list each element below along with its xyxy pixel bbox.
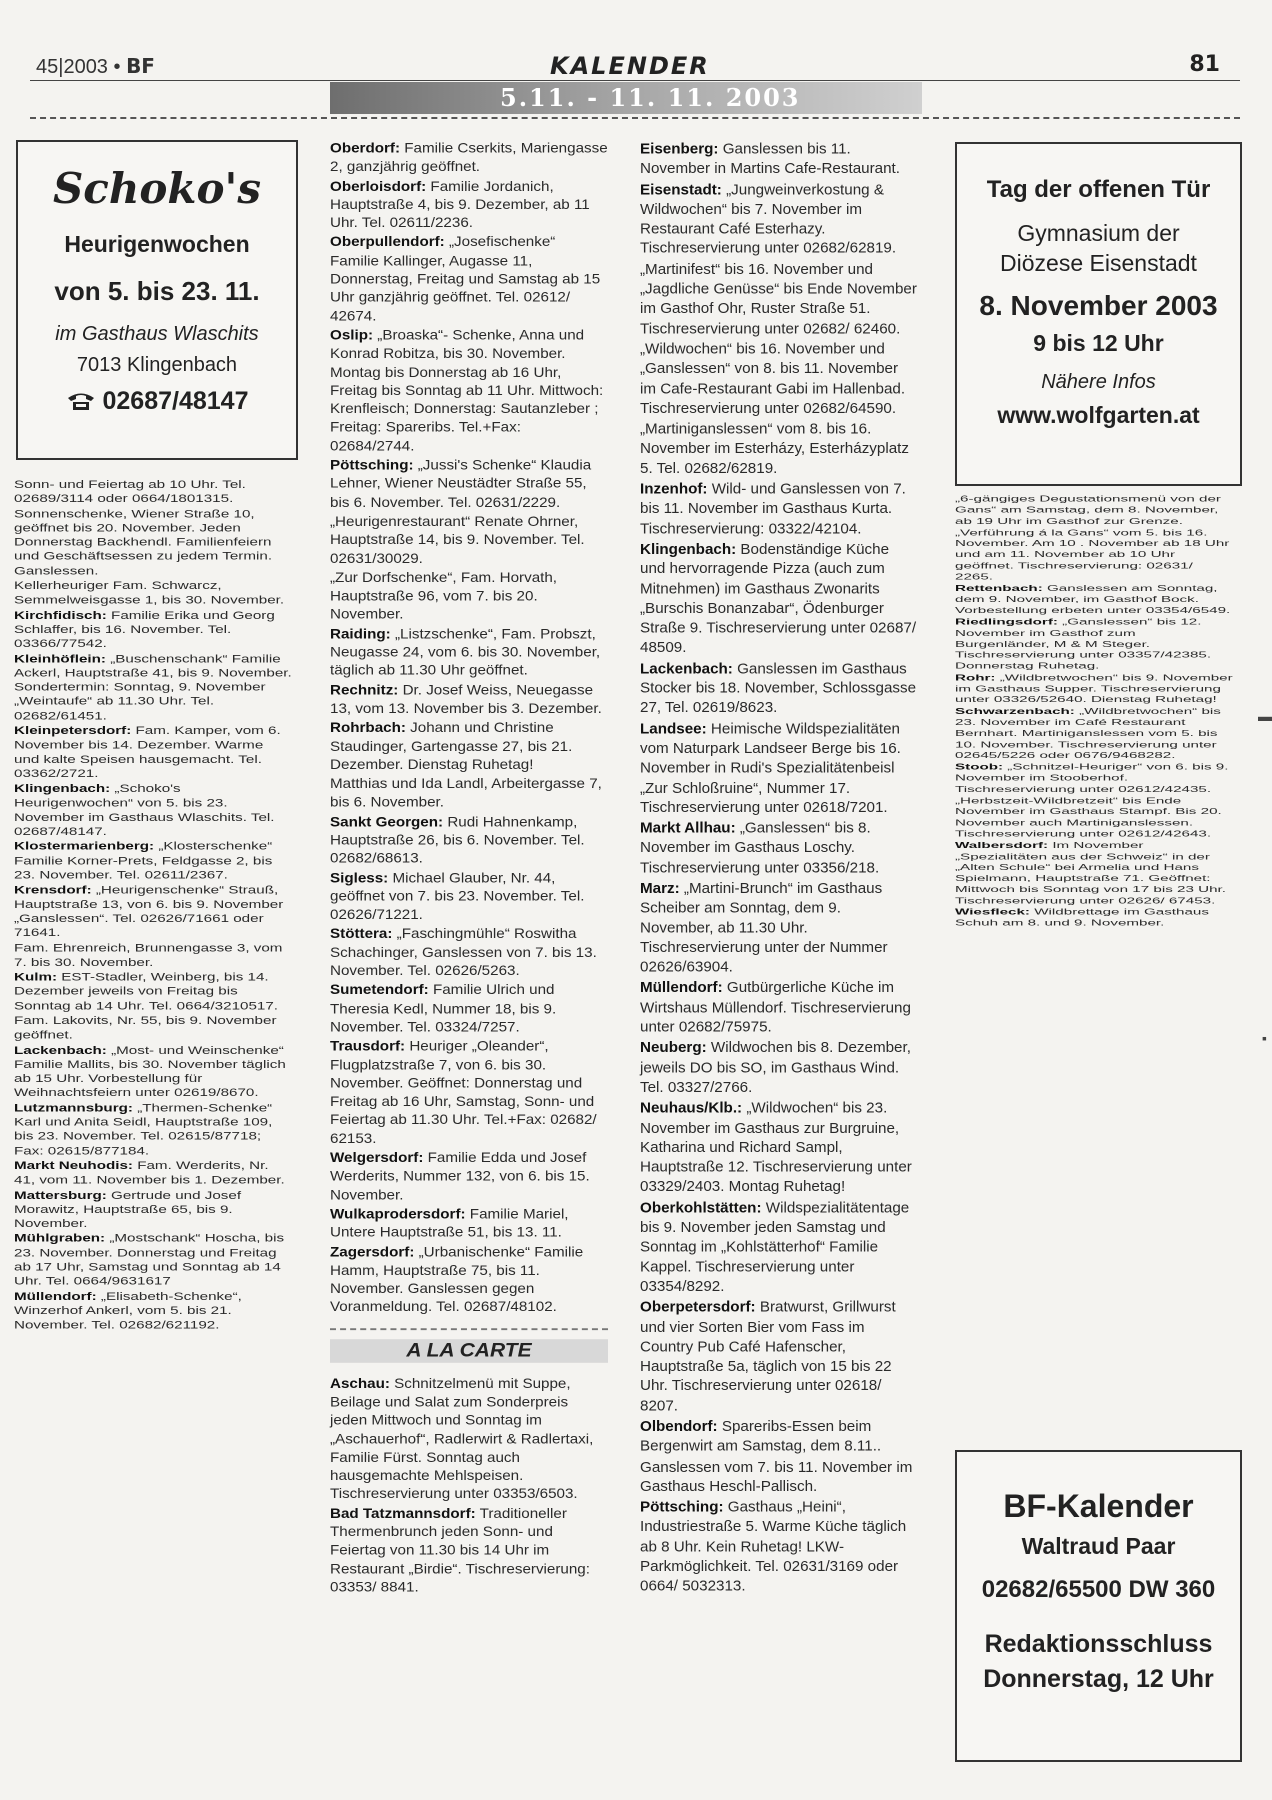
listing-entry	[955, 762, 1233, 795]
listing-place: Riedlingsdorf:	[955, 617, 1058, 627]
listing-text: Familie Jordanich, Hauptstraße 4, bis 9. Dezember, ab 11 Uhr. Tel. 02611/2236.	[330, 178, 590, 231]
listing-entry	[330, 1375, 608, 1504]
listing-entry	[955, 528, 1233, 583]
listing-text: „6-gängiges Degustationsmenü von der Gans“ am Samstag, dem 8. November, ab 19 Uhr im Gasthof zur Grenze.	[955, 494, 1221, 526]
listing-entry	[330, 926, 608, 981]
listing-place: Sumetendorf:	[330, 982, 429, 999]
listing-entry	[955, 706, 1233, 761]
listing-text: „Faschingmühle“ Roswitha Schachinger, Ganslessen von 7. bis 13. November. Tel. 02626/5263.	[330, 926, 597, 979]
column-2-listings	[330, 140, 608, 1317]
listing-entry	[640, 879, 918, 978]
listing-place: Olbendorf:	[640, 1418, 718, 1435]
listing-text: „Thermen-Schenke“ Karl und Anita Seidl, Hauptstraße 109, bis 23. November. Tel. 02615/87718; Fax: 02615/877184.	[14, 1102, 273, 1158]
ad-line: von 5. bis 23. 11.	[54, 276, 260, 306]
listing-place: Lackenbach:	[14, 1044, 107, 1057]
listing-text: EST-Stadler, Weinberg, bis 14. Dezember jeweils von Freitag bis Sonntag ab 14 Uhr. Tel. 0664/3210517.	[14, 971, 279, 1013]
listing-entry	[640, 720, 918, 819]
column-2	[330, 140, 608, 1598]
listing-place: Kulm:	[14, 971, 58, 984]
listing-text: „Klosterschenke“ Familie Korner-Prets, Feldgasse 2, bis 23. November. Tel. 02611/2367.	[14, 840, 273, 882]
listing-text: Matthias und Ida Landl, Arbeitergasse 7, bis 6. November.	[330, 776, 602, 811]
listing-place: Kleinpetersdorf:	[14, 725, 132, 738]
listing-text: Gutbürgerliche Küche im Wirtshaus Müllendorf. Tischreservierung unter 02682/75975.	[640, 979, 911, 1036]
ad-line: Nähere Infos	[1041, 371, 1156, 393]
listing-place: Sigless:	[330, 870, 389, 886]
listing-text: „Wildwochen“ bis 16. November und „Ganslessen“ von 8. bis 11. November im Cafe-Restaurant Gabi im Hallenbad. Tischreservierung unter 02682/64590.	[640, 341, 906, 417]
listing-text: „Broaska“- Schenke, Anna und Konrad Robitza, bis 30. November. Montag bis Donnerstag ab 16 Uhr, Freitag bis Sonntag ab 11 Uhr. Mittwoch: Krenfleisch; Donnerstag: Sautanzleber ; Freitag: Spareribs. Tel.+Fax: 02684/2744.	[330, 327, 604, 454]
listing-place: Lutzmannsburg:	[14, 1102, 133, 1115]
listing-entry	[14, 942, 292, 971]
listing-text: „Heurigenrestaurant“ Renate Ohrner, Hauptstraße 14, bis 9. November. Tel. 02631/30029.	[330, 513, 585, 567]
ad-date: 8. November 2003	[979, 290, 1218, 321]
listing-place: Schwarzenbach:	[955, 706, 1075, 717]
listing-entry	[640, 260, 918, 339]
listing-entry	[955, 617, 1233, 672]
listing-text: Familie Ulrich und Theresia Kedl, Nummer 18, bis 9. November. Tel. 03324/7257.	[330, 982, 557, 1036]
ad-line: 7013 Klingenbach	[76, 354, 238, 376]
listing-entry	[330, 327, 608, 456]
alacarte-header	[330, 1328, 608, 1370]
listing-entry	[640, 1498, 918, 1597]
listing-place: Klingenbach:	[640, 541, 737, 558]
listing-place: Müllendorf:	[640, 979, 723, 997]
listing-entry	[640, 1199, 918, 1298]
listing-entry	[955, 840, 1233, 906]
listing-text: „Ganslessen“ bis 8. November im Gasthaus Loschy. Tischreservierung unter 03356/218.	[640, 820, 880, 877]
ad-schoko	[16, 140, 298, 460]
listing-text: „Wildwochen“ bis 23. November im Gasthaus zur Burgruine, Katharina und Richard Sampl, Hauptstraße 12. Tischreservierung unter 03329/2403. Montag Ruhetag!	[640, 1099, 912, 1196]
listing-place: Oslip:	[330, 327, 374, 344]
listing-entry	[955, 796, 1233, 840]
listing-text: „Schnitzel-Heuriger“ von 6. bis 9. November im Stooberhof. Tischreservierung unter 02612/42435.	[955, 762, 1229, 794]
ad-line: Tag der offenen Tür	[986, 176, 1211, 203]
listing-place: Oberloisdorf:	[330, 178, 427, 195]
ad-line: Waltraud Paar	[1021, 1533, 1176, 1559]
listing-place: Wulkaprodersdorf:	[330, 1206, 466, 1223]
ad-url: www.wolfgarten.at	[997, 402, 1200, 428]
listing-text: Familie Cserkits, Mariengasse 2, ganzjährig geöffnet.	[330, 140, 608, 175]
listing-entry	[14, 1232, 292, 1289]
listing-text: „Herbstzeit-Wildbretzeit“ bis Ende November im Gasthaus Stampf. Bis 20. November auch Martiniganslessen. Tischreservierung unter 02612/42643.	[955, 796, 1222, 839]
listing-text: „Ganslessen“ bis 12. November im Gasthof zum Burgenländer, M & M Steger. Tischreservierung unter 03357/42385. Donnerstag Ruhetag.	[955, 617, 1212, 671]
listing-text: „Urbanischenke“ Familie Hamm, Hauptstraße 75, bis 11. November. Ganslessen gegen Voranmeldung. Tel. 02687/48102.	[330, 1244, 584, 1316]
listing-text: „Schoko's Heurigenwochen“ von 5. bis 23. November im Gasthaus Wlaschits. Tel. 02687/48147.	[14, 782, 275, 838]
listing-text: „Martini-Brunch“ im Gasthaus Scheiber am Sonntag, dem 9. November, ab 11.30 Uhr. Tischreservierung unter der Nummer 02626/63904.	[640, 880, 888, 976]
listing-text: Wild- und Ganslessen von 7. bis 11. November im Gasthaus Kurta. Tischreservierung: 03322/42104.	[640, 481, 906, 537]
listing-place: Kleinhöflein:	[14, 652, 106, 665]
listing-text: Familie Mariel, Untere Hauptstraße 51, bis 13. 11.	[330, 1206, 569, 1241]
listing-text: Gasthaus „Heini“, Industriestraße 5. Warme Küche täglich ab 8 Uhr. Kein Ruhetag! LKW-Parkmöglichkeit. Tel. 02631/3169 oder 0664/ 5032313.	[640, 1499, 907, 1595]
listing-text: Heuriger „Oleander“, Flugplatzstraße 7, von 6. bis 30. November. Geöffnet: Donnerstag und Freitag ab 16 Uhr, Samstag, Sonn- und Feiertag ab 11.30 Uhr. Tel.+Fax: 02682/ 62153.	[330, 1038, 597, 1147]
listing-text: Familie Erika und Georg Schlaffer, bis 16. November. Tel. 03366/77542.	[14, 609, 275, 650]
listing-place: Wiesfleck:	[955, 907, 1030, 917]
listing-place: Mattersburg:	[14, 1189, 107, 1202]
listing-place: Landsee:	[640, 720, 707, 738]
listing-text: Heimische Wildspezialitäten vom Naturpark Landseer Berge bis 16. November in Rudi's Spezialitätenbeisl „Zur Schloßruine“, Nummer 17. Tischreservierung unter 02618/7201.	[640, 720, 901, 816]
listing-place: Stöttera:	[330, 926, 393, 943]
listing-text: Familie Edda und Josef Werderits, Nummer 132, von 6. bis 15. November.	[330, 1150, 590, 1203]
ad-phone-number: 02687/48147	[102, 387, 249, 415]
listing-place: Aschau:	[330, 1376, 390, 1392]
listing-entry	[330, 234, 608, 326]
ad-line: Heurigenwochen	[64, 231, 250, 257]
listing-text: „Martiniganslessen“ vom 8. bis 16. November im Esterházy, Esterházyplatz 5. Tel. 02682/62819.	[640, 420, 909, 477]
listing-entry	[640, 819, 918, 878]
listing-place: Rettenbach:	[955, 583, 1043, 594]
listing-text: Ganslessen am Sonntag, dem 9. November, im Gasthof Bock. Vorbestellung erbeten unter 03354/6549.	[955, 583, 1231, 616]
listing-entry	[14, 840, 292, 883]
listing-entry	[14, 652, 292, 723]
listing-text: Dr. Josef Weiss, Neuegasse 13, vom 13. November bis 3. Dezember.	[330, 682, 602, 717]
listing-entry	[330, 1038, 608, 1149]
listing-entry	[955, 907, 1233, 929]
listing-entry	[640, 420, 918, 479]
edge-mark: ▪	[1262, 1030, 1267, 1046]
listing-text: „Elisabeth-Schenke“, Winzerhof Ankerl, vom 5. bis 21. November. Tel. 02682/621192.	[14, 1290, 242, 1332]
listing-place: Eisenberg:	[640, 140, 719, 158]
listing-entry	[330, 569, 608, 624]
listing-entry	[640, 480, 918, 539]
listing-text: „Josefischenke“ Familie Kallinger, Augasse 11, Donnerstag, Freitag und Samstag ab 15 Uhr ganzjährig geöffnet. Tel. 02612/ 42674.	[330, 234, 601, 324]
date-band	[330, 82, 922, 114]
listing-place: Sankt Georgen:	[330, 814, 444, 830]
listing-entry	[955, 673, 1233, 706]
listing-entry	[14, 507, 292, 578]
listing-entry	[640, 140, 918, 179]
listing-text: Spareribs-Essen beim Bergenwirt am Samstag, dem 8.11..	[640, 1418, 882, 1455]
listing-place: Zagersdorf:	[330, 1244, 415, 1260]
listing-entry	[330, 813, 608, 868]
listing-entry	[640, 540, 918, 658]
listing-entry	[14, 579, 292, 608]
listing-text: Wildspezialitätentage bis 9. November jeden Samstag und Sonntag im „Kohlstätterhof“ Familie Kappel. Tischreservierung unter 03354/8292.	[640, 1199, 910, 1295]
listing-entry	[330, 776, 608, 813]
listing-entry	[330, 719, 608, 774]
listing-place: Inzenhof:	[640, 481, 708, 498]
listing-text: Johann und Christine Staudinger, Gartengasse 27, bis 21. Dezember. Dienstag Ruhetag!	[330, 720, 573, 773]
schoko-logo: Schoko's	[52, 164, 262, 213]
ad-line	[957, 218, 1240, 278]
ad-line: im Gasthaus Wlaschits	[55, 323, 259, 345]
listing-text: „Mostschank“ Hoscha, bis 23. November. Donnerstag und Freitag ab 17 Uhr, Samstag und Sonntag ab 14 Uhr. Tel. 0664/9631617	[14, 1232, 285, 1288]
listing-text: „Listzschenke“, Fam. Probszt, Neugasse 24, vom 6. bis 30. November, täglich ab 11.30 Uhr geöffnet.	[330, 626, 601, 679]
listing-place: Rohrbach:	[330, 720, 406, 736]
ad-line: 02682/65500 DW 360	[981, 1576, 1216, 1603]
ad-line: Donnerstag, 12 Uhr	[983, 1665, 1214, 1693]
listing-entry	[14, 609, 292, 652]
listing-entry	[14, 1044, 292, 1101]
listing-entry	[955, 583, 1233, 616]
listing-entry	[14, 971, 292, 1014]
listing-entry	[14, 1189, 292, 1232]
listing-entry	[640, 1417, 918, 1456]
listing-place: Oberdorf:	[330, 140, 401, 157]
listing-place: Markt Allhau:	[640, 820, 736, 837]
issue-info: 45|2003 • BF	[36, 54, 155, 78]
column-1	[14, 478, 292, 1334]
listing-place: Pöttsching:	[640, 1499, 724, 1516]
listing-entry	[14, 1101, 292, 1158]
listing-entry	[330, 682, 608, 719]
listing-place: Neuhaus/Klb.:	[640, 1099, 743, 1117]
listing-text: Bratwurst, Grillwurst und vier Sorten Bier vom Fass im Country Pub Café Hafenscher, Hauptstraße 5a, täglich von 15 bis 22 Uhr. Tischreservierung unter 02618/ 8207.	[640, 1299, 896, 1415]
listing-text: Fam. Ehrenreich, Brunnengasse 3, vom 7. bis 30. November.	[14, 942, 283, 969]
listing-entry	[640, 979, 918, 1038]
listing-entry	[640, 340, 918, 419]
listing-text: Ganslessen bis 11. November in Martins Cafe-Restaurant.	[640, 140, 900, 178]
listing-text: Michael Glauber, Nr. 44, geöffnet von 7. bis 23. November. Tel. 02626/71221.	[330, 870, 585, 923]
listing-entry	[330, 1150, 608, 1205]
listing-text: „Buschenschank“ Familie Ackerl, Hauptstraße 41, bis 9. November. Sondertermin: Sonntag, 9. November „Weintaufe“ ab 11.30 Uhr. Tel. 02682/61451.	[14, 652, 292, 723]
listing-text: Fam. Kamper, vom 6. November bis 14. Dezember. Warme und kalte Speisen hausgemacht. Tel. 03362/2721.	[14, 725, 281, 780]
listing-place: Lackenbach:	[640, 660, 733, 677]
listing-text: Wildwochen bis 8. Dezember, jeweils DO bis SO, im Gasthaus Wind. Tel. 03327/2766.	[640, 1039, 911, 1096]
listing-place: Oberpullendorf:	[330, 234, 445, 251]
listing-entry	[330, 869, 608, 924]
listing-place: Bad Tatzmannsdorf:	[330, 1506, 476, 1522]
listing-place: Marz:	[640, 880, 680, 897]
ad-line: Redaktionsschluss	[984, 1630, 1213, 1658]
listing-text: Sonn- und Feiertag ab 10 Uhr. Tel. 02689/3114 oder 0664/1801315.	[14, 478, 246, 505]
edge-mark: ▬	[1258, 708, 1272, 724]
header-rule	[30, 80, 1240, 81]
ad-time: 9 bis 12 Uhr	[1033, 330, 1164, 356]
listing-place: Raiding:	[330, 626, 391, 642]
listing-text: Traditioneller Thermenbrunch jeden Sonn- und Feiertag von 11.30 bis 14 Uhr im Restaurant „Birdie“. Tischreservierung: 03353/ 8841.	[330, 1506, 590, 1596]
listing-place: Rechnitz:	[330, 682, 399, 698]
listing-entry	[640, 1099, 918, 1198]
listing-place: Neuberg:	[640, 1039, 707, 1057]
listing-entry	[14, 1159, 292, 1188]
ad-phone	[18, 387, 296, 416]
listing-text: „Jussi's Schenke“ Klaudia Lehner, Wiener Neustädter Straße 55, bis 6. November. Tel. 02631/2229.	[330, 457, 592, 511]
listing-text: „Heurigenschenke“ Strauß, Hauptstraße 13, von 6. bis 9. November „Ganslessen“. Tel. 02626/71661 oder 71641.	[14, 884, 284, 940]
column-4	[955, 494, 1233, 930]
listing-place: Walbersdorf:	[955, 840, 1049, 851]
brand-label: BF	[126, 54, 155, 78]
listing-place: Müllendorf:	[14, 1290, 97, 1303]
listing-place: Mühlgraben:	[14, 1232, 106, 1245]
ad-bf-kalender	[955, 1450, 1242, 1762]
listing-entry	[330, 1505, 608, 1597]
listing-entry	[640, 180, 918, 259]
listing-entry	[14, 478, 292, 507]
listing-text: Wildbrettage im Gasthaus Schuh am 8. und 9. November.	[955, 907, 1209, 928]
telephone-icon	[66, 391, 96, 411]
listing-place: Stoob:	[955, 762, 1004, 772]
listing-text: Bodenständige Küche und hervorragende Pizza (auch zum Mitnehmen) im Gasthaus Zwonarits „Burschis Bonanzabar“, Ödenburger Straße 9. Tischreservierung unter 02687/ 48509.	[640, 541, 917, 657]
listing-place: Pöttsching:	[330, 457, 414, 474]
alacarte-dash	[330, 1328, 608, 1330]
listing-entry	[640, 1458, 918, 1497]
listing-place: Kirchfidisch:	[14, 609, 107, 622]
column-2-alacarte	[330, 1375, 608, 1597]
listing-entry	[14, 884, 292, 941]
listing-text: „Most- und Weinschenke“ Familie Mallits, bis 30. November täglich ab 15 Uhr. Vorbestellung für Weihnachtsfeiern unter 02619/8670.	[14, 1044, 286, 1100]
listing-entry	[330, 457, 608, 512]
listing-text: „Zur Dorfschenke“, Fam. Horvath, Hauptstraße 96, vom 7. bis 20. November.	[330, 570, 558, 623]
section-title: KALENDER	[550, 52, 710, 80]
listing-entry	[14, 724, 292, 781]
ad-open-day	[955, 142, 1242, 486]
listing-text: „Verführung á la Gans“ vom 5. bis 16. November. Am 10 . November ab 18 Uhr und am 11. November ab 10 Uhr geöffnet. Tischreservierung: 02631/ 2265.	[955, 528, 1230, 582]
ad-line: BF-Kalender	[1003, 1488, 1194, 1524]
listing-entry	[640, 659, 918, 718]
listing-text: Rudi Hahnenkamp, Hauptstraße 26, bis 6. November. Tel. 02682/68613.	[330, 814, 585, 867]
listing-entry	[330, 513, 608, 568]
alacarte-title: A LA CARTE	[330, 1339, 608, 1363]
listing-text: Fam. Lakovits, Nr. 55, bis 9. November geöffnet.	[14, 1015, 277, 1042]
ad-line-part: Diözese Eisenstadt	[1000, 250, 1197, 276]
listing-text: Im November „Spezialitäten aus der Schweiz“ in der „Alten Schule“ bei Armelia und Hans Spielmann, Hauptstraße 71. Geöffnet: Mittwoch bis Sonntag von 17 bis 23 Uhr. Tischreservierung unter 02626/ 67453.	[955, 840, 1226, 906]
listing-entry	[330, 1243, 608, 1317]
listing-entry	[330, 982, 608, 1037]
listing-text: „Martinifest“ bis 16. November und „Jagdliche Genüsse“ bis Ende November im Gasthof Ohr, Ruster Straße 51. Tischreservierung unter 02682/ 62460.	[640, 261, 917, 337]
listing-entry	[14, 782, 292, 839]
listing-entry	[14, 1014, 292, 1043]
listing-place: Klingenbach:	[14, 782, 111, 795]
listing-entry	[330, 1206, 608, 1243]
listing-text: Sonnenschenke, Wiener Straße 10, geöffnet bis 20. November. Jeden Donnerstag Backhendl. Familienfeiern und Geschäftsessen zu jedem Termin. Ganslessen.	[14, 507, 273, 578]
listing-place: Markt Neuhodis:	[14, 1160, 133, 1173]
page-number: 81	[1189, 52, 1220, 77]
listing-place: Welgersdorf:	[330, 1150, 424, 1166]
listing-text: Schnitzelmenü mit Suppe, Beilage und Salat zum Sonderpreis jeden Mittwoch und Sonntag im „Aschauerhof“, Radlerwirt & Radlertaxi, Familie Fürst. Sonntag auch hausgemachte Mehlspeisen. Tischreservierung unter 03353/6503.	[330, 1376, 594, 1503]
listing-text: Ganslessen im Gasthaus Stocker bis 18. November, Schlossgasse 27, Tel. 02619/8623.	[640, 660, 917, 717]
ad-line-part: Gymnasium der	[1017, 220, 1180, 246]
column-3	[640, 140, 918, 1598]
listing-entry	[330, 178, 608, 233]
listing-text: „Wildbretwochen“ bis 9. November im Gasthaus Supper. Tischreservierung unter 03326/52640. Dienstag Ruhetag!	[955, 673, 1233, 705]
listing-entry	[640, 1039, 918, 1098]
listing-text: „Wildbretwochen“ bis 23. November im Café Restaurant Bernhart. Martiniganslessen vom 5. bis 10. November. Tischreservierung unter 02645/5226 oder 0676/9468282.	[955, 706, 1221, 761]
listing-entry	[955, 494, 1233, 527]
listing-place: Rohr:	[955, 673, 996, 683]
listing-text: Ganslessen vom 7. bis 11. November im Gasthaus Heschl-Pallisch.	[640, 1458, 913, 1495]
page-header	[30, 52, 1240, 80]
listing-entry	[14, 1290, 292, 1333]
listing-place: Eisenstadt:	[640, 181, 722, 198]
listing-entry	[330, 140, 608, 177]
listing-place: Krensdorf:	[14, 884, 92, 897]
listing-text: „Jungweinverkostung & Wildwochen“ bis 7. November im Restaurant Café Esterhazy. Tischreservierung unter 02682/62819.	[640, 181, 897, 258]
listing-text: Fam. Werderits, Nr. 41, vom 11. November bis 1. Dezember.	[14, 1160, 285, 1187]
listing-place: Trausdorf:	[330, 1038, 406, 1055]
listing-entry	[640, 1298, 918, 1416]
date-range: 5.11. - 11. 11. 2003	[500, 83, 801, 112]
listing-text: Gertrude und Josef Morawitz, Hauptstraße 65, bis 9. November.	[14, 1189, 242, 1230]
listing-text: Kellerheuriger Fam. Schwarcz, Semmelweisgasse 1, bis 30. November.	[14, 580, 285, 607]
listing-place: Klostermarienberg:	[14, 840, 155, 853]
dashed-divider	[30, 117, 1240, 119]
listing-place: Oberpetersdorf:	[640, 1299, 756, 1316]
listing-entry	[330, 625, 608, 680]
listing-place: Oberkohlstätten:	[640, 1199, 762, 1217]
